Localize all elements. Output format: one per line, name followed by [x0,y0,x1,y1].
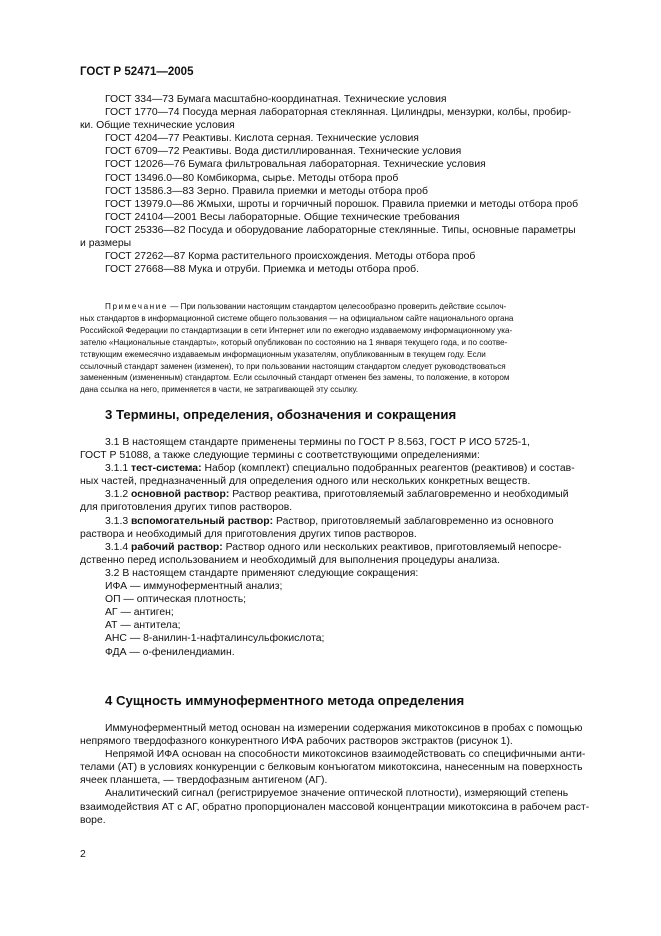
term-number: 3.1.3 [105,515,129,527]
reference-item [80,198,616,211]
reference-code: ГОСТ 334—73 [105,94,174,105]
abbreviations-list [80,580,616,659]
reference-code: ГОСТ 27668—88 [105,264,186,276]
term-definition [80,541,616,554]
reference-title: Корма растительного происхождения. Методы отбора проб [188,251,476,263]
note-label: Примечание [105,302,169,311]
reference-title: Посуда мерная лабораторная стеклянная. Цилиндры, мензурки, колбы, пробир- [182,107,572,119]
note-text: Российской Федерации по стандартизации в сети Интернет или по ежегодно издаваемому информационному ука- [80,325,513,335]
term-number: 3.1.1 [105,463,129,475]
reference-title: Посуда и оборудование лабораторные стеклянные. Типы, основные параметры [188,224,576,236]
abbreviation-item: АГ — антиген; [105,607,174,619]
note-text: ных стандартов в информационной системе общего пользования — на официальном сайте национального органа [80,313,514,323]
term-name: вспомогательный раствор: [131,515,274,527]
note-text: ссылочный стандарт заменен (изменен), то при пользовании настоящим стандартом следует руководствоваться [80,361,506,371]
note-line [80,301,616,313]
reference-item [80,145,616,158]
paragraph-line: ячеек планшета, — твердофазным антигеном (АГ). [80,775,328,787]
reference-item [80,211,616,224]
reference-title: Бумага фильтровальная лабораторная. Технические условия [188,159,486,171]
note-text: зателю «Национальные стандарты», который опубликован по состоянию на 1 января текущего года, и по соотве- [80,337,508,347]
note-text: дана ссылка на него, применяется в части, не затрагивающей эту ссылку. [80,385,358,395]
note-text: замененным (измененным) стандартом. Если ссылочный стандарт отменен без замены, то положение, в котором [80,373,510,383]
paragraph-line: Иммуноферментный метод основан на измерении содержания микотоксинов в пробах с помощью [105,723,583,734]
term-text: Раствор реактива, приготовляемый заблаговременно и необходимый [232,489,569,501]
abbreviation-item: ФДА — о-фенилендиамин. [105,646,235,658]
reference-title: Бумага масштабно-координатная. Технические условия [176,94,447,105]
term-text-continuation: раствора и необходимый для приготовления других типов растворов. [80,528,417,540]
abbreviation-item: ОП — оптическая плотность; [105,594,247,606]
reference-title: Комбикорма, сырье. Методы отбора проб [196,172,399,184]
reference-code: ГОСТ 12026—76 [105,159,186,171]
reference-item [80,158,616,171]
reference-code: ГОСТ 13496.0—80 [105,172,195,184]
reference-item [80,250,616,263]
note-line [80,337,616,349]
note-line [80,384,616,396]
term-definition [80,515,616,528]
paragraph-line: Аналитический сигнал (регистрируемое значение оптической плотности), измеряющий степень [105,788,569,800]
section-4-body [80,722,616,827]
term-text-continuation: для приготовления других типов растворов. [80,502,293,514]
reference-item [80,172,616,185]
reference-code: ГОСТ 1770—74 [105,107,180,119]
section-3-body [80,436,616,659]
reference-title: Реактивы. Вода дистиллированная. Технические условия [182,146,462,158]
term-text: Набор (комплект) специально подобранных реагентов (реактивов) и состав- [204,463,575,475]
term-text: Раствор, приготовляемый заблаговременно из основного [275,515,554,527]
terms-list [80,462,616,567]
reference-continuation: ки. Общие технические условия [80,120,235,132]
term-definition [80,488,616,501]
paragraph-line: телами (АТ) в условиях конкуренции с белковым конъюгатом микотоксина, нанесенным на поверхность [80,762,583,774]
term-name: рабочий раствор: [131,541,223,553]
abbreviation-item: АТ — антитела; [105,620,181,632]
reference-item [80,185,616,198]
reference-title: Мука и отруби. Приемка и методы отбора проб. [188,264,419,276]
paragraph-line: 3.1 В настоящем стандарте применены термины по ГОСТ Р 8.563, ГОСТ Р ИСО 5725-1, [105,437,530,448]
note-line [80,372,616,384]
section-3-heading: 3 Термины, определения, обозначения и сокращения [105,407,457,422]
reference-continuation: и размеры [80,238,132,250]
note-text: тствующим ежемесячно издаваемым информационным указателям, опубликованным в текущем году. Если [80,349,486,359]
note-block [80,301,616,396]
abbreviation-item: ИФА — иммуноферментный анализ; [105,581,283,593]
reference-code: ГОСТ 6709—72 [105,146,180,158]
reference-title: Жмыхи, шроты и горчичный порошок. Правила приемки и методы отбора проб [196,198,579,210]
note-text: — При пользовании настоящим стандартом целесообразно проверить действие ссылоч- [170,302,507,311]
paragraph-line: непрямого твердофазного конкурентного ИФА рабочих растворов экстрактов (рисунок 1). [80,736,513,748]
term-text: Раствор одного или нескольких реактивов, приготовляемый непосре- [225,541,562,553]
page-number: 2 [80,849,86,860]
term-name: тест-система: [131,463,202,475]
reference-title: Весы лабораторные. Общие технические требования [199,211,460,223]
reference-code: ГОСТ 25336—82 [105,224,186,236]
normative-references-list [80,93,616,276]
paragraph-line: Непрямой ИФА основан на способности микотоксинов взаимодействовать со специфичными анти- [105,749,586,761]
note-line [80,361,616,373]
reference-code: ГОСТ 27262—87 [105,251,186,263]
note-line [80,349,616,361]
reference-item [80,263,616,276]
abbreviation-item: АНС — 8-анилин-1-нафталинсульфокислота; [105,633,325,645]
term-number: 3.1.2 [105,489,129,501]
term-number: 3.1.4 [105,541,129,553]
abbreviations-intro: 3.2 В настоящем стандарте применяют следующие сокращения: [105,567,419,579]
reference-item [80,106,616,119]
note-line [80,313,616,325]
document-header: ГОСТ Р 52471—2005 [80,66,194,78]
reference-item [80,224,616,237]
reference-code: ГОСТ 13979.0—86 [105,198,195,210]
term-definition [80,462,616,475]
reference-code: ГОСТ 4204—77 [105,133,180,145]
paragraph-line: взаимодействия АТ с АГ, обратно пропорционален массовой концентрации микотоксина в рабочем раст- [80,801,590,813]
paragraph-line: ГОСТ Р 51088, а также следующие термины с соответствующими определениями: [80,450,480,462]
paragraph-line: воре. [80,814,106,826]
reference-code: ГОСТ 13586.3—83 [105,185,195,197]
reference-item [80,93,616,106]
reference-title: Реактивы. Кислота серная. Технические условия [182,133,419,145]
note-line [80,325,616,337]
term-text-continuation: ных частей, предназначенный для определения одного или нескольких конкретных веществ. [80,476,531,488]
reference-code: ГОСТ 24104—2001 [105,211,197,223]
reference-item [80,132,616,145]
term-text-continuation: дственно перед использованием и необходимый для выполнения процедуры анализа. [80,554,500,566]
reference-title: Зерно. Правила приемки и методы отбора проб [196,185,428,197]
section-4-heading: 4 Сущность иммуноферментного метода определения [105,693,465,708]
term-name: основной раствор: [131,489,230,501]
